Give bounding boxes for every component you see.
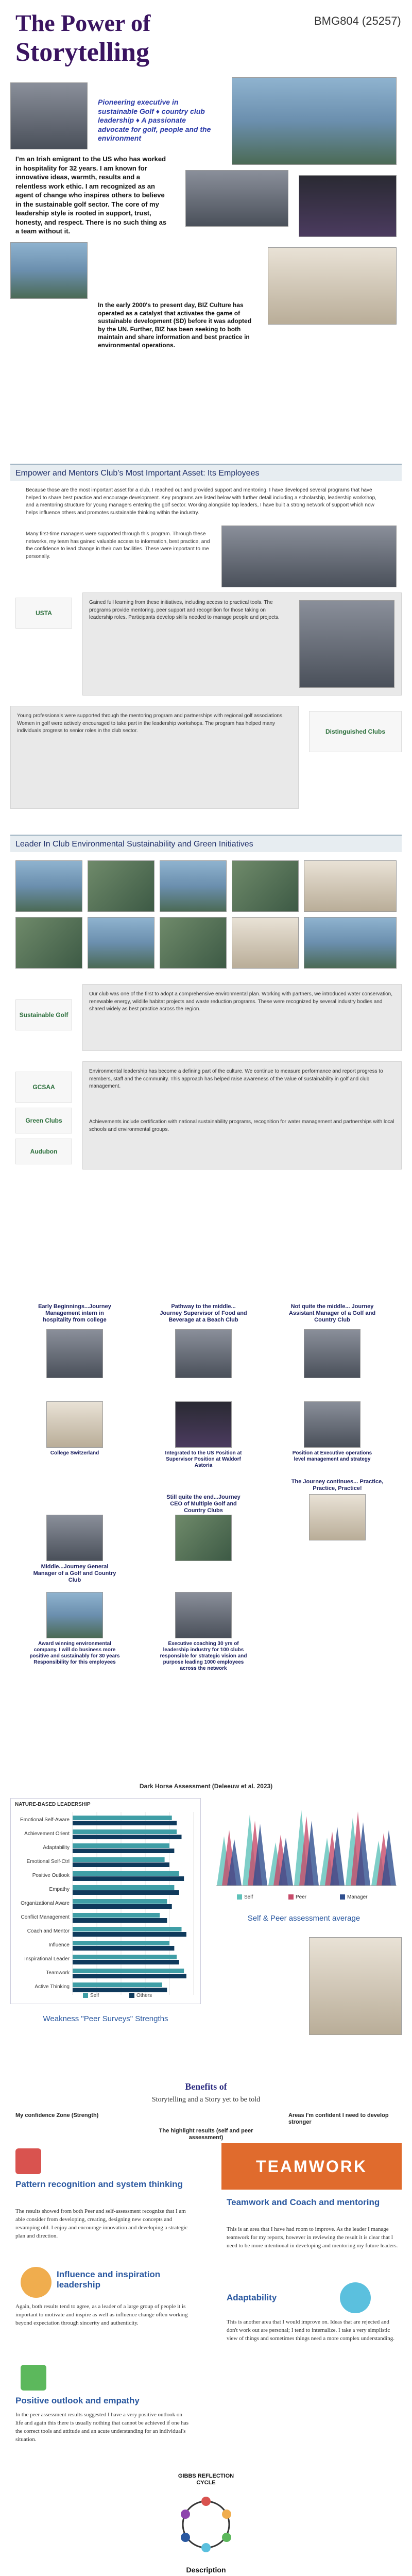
journey-photo-5: [175, 1401, 232, 1448]
env-photo-8: [160, 917, 227, 969]
logo-green-clubs: Green Clubs: [15, 1108, 72, 1133]
section-employees-title: Empower and Mentors Club's Most Important Asset: Its Employees: [15, 469, 260, 478]
sustainability-panel-b-text: Environmental leadership has become a defining part of the culture. We continue to measure performance and report progress to members, staff and the community. This approach has helped raise awareness of the value of sustainability in golf and club management.: [89, 1069, 383, 1089]
bar-self: [73, 1927, 182, 1931]
influence-icon: [21, 2267, 52, 2298]
influence-heading: Influence and inspiration leadership: [57, 2269, 161, 2290]
journey-caption-5: Integrated to the US Position at Supervisor Position at Waldorf Astoria: [165, 1450, 242, 1468]
bar-others: [73, 1876, 184, 1881]
bar-self: [73, 1913, 160, 1918]
bar-others: [73, 1904, 172, 1909]
bar-others: [73, 1974, 186, 1978]
event-photo: [299, 175, 397, 237]
adaptability-text: This is another area that I would improve on. Ideas that are rejected and don't work out are personal; I tend to internalize. I take a very simplistic view of things and sometimes things need a more complex understanding.: [227, 2319, 394, 2342]
journey-photo-9: [175, 1515, 232, 1561]
bar-chart-subtitle: NATURE-BASED LEADERSHIP: [15, 1802, 91, 1807]
bar-category-label: Coach and Mentor: [27, 1928, 70, 1934]
course-code: BMG804 (25257): [314, 14, 401, 27]
journey-caption-9: Still quite the end...Journey CEO of Multiple Golf and Country Clubs: [166, 1494, 241, 1514]
title-line-1: The Power of: [15, 10, 151, 36]
teamwork-text: This is an area that I have had room to improve. As the leader I manage teamwork for my reports, however in reviewing the result it is clear that I need to be more intentional in developing and mentoring my future leaders.: [227, 2226, 398, 2249]
env-photo-3: [160, 860, 227, 912]
bar-self: [73, 1843, 169, 1848]
assessment-chart-title: Dark Horse Assessment (Deleeuw et al. 2023): [139, 1783, 273, 1790]
area-chart-frame: [206, 1803, 402, 1906]
team-photo: [185, 170, 288, 227]
bar-chart-frame: [10, 1798, 201, 2004]
employees-panel-b-text: Young professionals were supported through the mentoring program and partnerships with regional golf associations. Women in golf were actively encouraged to take part in the leadership workshops. The program has helped many individuals progress to senior roles in the club sector.: [17, 713, 284, 734]
env-photo-10: [304, 917, 397, 969]
intro-quote: Pioneering executive in sustainable Golf ♦ country club leadership ♦ A passionate advocate for golf, people and the environment: [98, 98, 211, 142]
develop-areas-caption: Areas I'm confident I need to develop stronger: [288, 2112, 389, 2126]
area-legend-swatch: [237, 1894, 242, 1900]
journey-caption-6: Position at Executive operations level management and strategy: [292, 1450, 372, 1462]
env-photo-6: [15, 917, 82, 969]
journey-photo-3: [304, 1329, 360, 1378]
gibbs-cycle: [170, 2483, 242, 2555]
bar-self: [73, 1899, 167, 1904]
mentoring-photo: [221, 526, 397, 587]
logo-gcsaa: GCSAA: [15, 1072, 72, 1103]
bar-category-label: Empathy: [49, 1887, 70, 1892]
portrait-photo: [10, 82, 88, 149]
bar-others: [73, 1946, 174, 1951]
bar-others: [73, 1849, 174, 1853]
clubhouse-photo: [10, 242, 88, 299]
bar-chart: [11, 1799, 201, 2005]
employees-panel-a: [82, 592, 402, 696]
sustainability-panel-a: [82, 984, 402, 1051]
bar-category-label: Organizational Aware: [21, 1901, 70, 1906]
teamwork-heading: Teamwork and Coach and mentoring: [227, 2197, 380, 2207]
journey-photo-11: [175, 1592, 232, 1638]
bar-self: [73, 1857, 165, 1862]
area-legend-swatch: [288, 1894, 294, 1900]
section-sustainability-heading: [10, 835, 402, 852]
assessment-document-photo: [309, 1937, 402, 2035]
journey-caption-2: Pathway to the middle... Journey Supervisor of Food and Beverage at a Beach Club: [160, 1303, 247, 1324]
bar-others: [73, 1821, 177, 1825]
logo-sustainable-golf: Sustainable Golf: [15, 999, 72, 1030]
bar-others: [73, 1890, 179, 1895]
bar-category-label: Influence: [48, 1942, 70, 1948]
bar-category-label: Conflict Management: [21, 1914, 70, 1920]
journey-photo-1: [46, 1329, 103, 1378]
area-legend-label: Manager: [347, 1894, 368, 1900]
logo-distinguished-clubs: Distinguished Clubs: [309, 711, 402, 752]
teamwork-banner: TEAMWORK: [221, 2143, 402, 2190]
benefits-heading: Benefits of: [185, 2081, 227, 2092]
logo-usta: USTA: [15, 598, 72, 629]
gibbs-title: GIBBS REFLECTION CYCLE: [178, 2473, 234, 2486]
area-legend-label: Self: [244, 1894, 253, 1900]
gibbs-cycle-graphic: [170, 2483, 242, 2555]
pattern-heading: Pattern recognition and system thinking: [15, 2179, 183, 2189]
journey-photo-7: [309, 1494, 366, 1540]
description-title: Description: [186, 2566, 226, 2574]
env-photo-2: [88, 860, 154, 912]
influence-text: Again, both results tend to agree, as a leader of a large group of people it is important to motivate and inspire as well as influence change often working beyond expectation through sincerity and authenticity.: [15, 2303, 188, 2326]
journey-caption-4: College Switzerland: [50, 1450, 99, 1456]
adaptability-icon: [340, 2282, 371, 2313]
bar-legend-label: Self: [90, 1993, 99, 1998]
bar-others: [73, 1988, 167, 1992]
logo-audubon: Audubon: [15, 1139, 72, 1164]
journey-caption-11: Executive coaching 30 yrs of leadership industry for 100 clubs responsible for strategic vision and purpose leading 1000 employees across the network: [160, 1641, 247, 1671]
area-chart: [206, 1803, 402, 1906]
bar-legend-label: Others: [136, 1993, 152, 1998]
area-chart-caption: Self & Peer assessment average: [247, 1914, 360, 1923]
positive-icon: [21, 2365, 46, 2391]
bar-category-label: Emotional Self-Ctrl: [26, 1859, 70, 1865]
bar-legend-swatch: [129, 1993, 134, 1998]
section-employees-paragraph-2: Many first-time managers were supported through this program. Through these networks, my team has gained valuable access to information, best practice, and the confidence to lead change in their own facilities. These were important to me personally.: [26, 531, 210, 560]
golf-course-photo: [232, 77, 397, 165]
bar-category-label: Achievement Orient: [24, 1831, 70, 1837]
bar-others: [73, 1835, 182, 1839]
award-photo: [268, 247, 397, 325]
journey-photo-8: [46, 1515, 103, 1561]
bar-chart-caption: Weakness "Peer Surveys" Strengths: [43, 2014, 168, 2023]
bar-category-label: Active Thinking: [35, 1984, 70, 1990]
bar-category-label: Adaptability: [43, 1845, 70, 1851]
positive-heading: Positive outlook and empathy: [15, 2396, 140, 2405]
highlight-results-caption: The highlight results (self and peer assessment): [159, 2128, 253, 2141]
bar-category-label: Positive Outlook: [32, 1873, 70, 1878]
journey-caption-7: The Journey continues... Practice, Practice, Practice!: [291, 1479, 384, 1492]
pattern-text: The results showed from both Peer and self-assessment recognize that I am able consider from developing, creating, designing new concepts and revamping old. I enjoy and encourage innovation and developing a strategic plan and direction.: [15, 2208, 188, 2239]
bar-others: [73, 1960, 179, 1964]
bar-self: [73, 1816, 172, 1820]
bar-legend-swatch: [83, 1993, 88, 1998]
intro-text: I'm an Irish emigrant to the US who has worked in hospitality for 32 years. I am known for innovative ideas, warmth, results and a relentless work ethic. I am recognized as an agent of change who inspires others to believe in the sustainable golf sector. The core of my leadership style is rooted in support, trust, honesty, and respect. There is no such thing as a team without it.: [15, 155, 167, 235]
bar-self: [73, 1871, 179, 1876]
title-line-2: Storytelling: [15, 38, 149, 67]
bar-self: [73, 1941, 169, 1945]
section-employees-heading: [10, 464, 402, 481]
confidence-zone-caption: My confidence Zone (Strength): [15, 2112, 99, 2119]
positive-text: In the peer assessment results suggested I have a very positive outlook on life and again this there is usually nothing that cannot be achieved if one has the correct tools and attitude and an acute understanding for an individual's situation.: [15, 2412, 189, 2443]
adaptability-heading: Adaptability: [227, 2293, 277, 2302]
employees-panel-b: [10, 706, 299, 809]
env-photo-5: [304, 860, 397, 912]
intro-text-2: In the early 2000's to present day, BIZ Culture has operated as a catalyst that activates the game of sustainable development (SD) before it was adopted by the UN. Further, BIZ has been seeking to both maintain and share information and best practice in environmental operations.: [98, 301, 252, 349]
workshop-photo: [299, 600, 394, 688]
bar-others: [73, 1932, 186, 1937]
env-photo-1: [15, 860, 82, 912]
benefits-subheading: Storytelling and a Story yet to be told: [151, 2096, 261, 2104]
bar-self: [73, 1885, 174, 1890]
bar-others: [73, 1918, 167, 1923]
area-legend-label: Peer: [296, 1894, 307, 1900]
bar-category-label: Inspirational Leader: [24, 1956, 70, 1962]
bar-others: [73, 1862, 169, 1867]
journey-photo-10: [46, 1592, 103, 1638]
journey-caption-8: Middle...Journey General Manager of a Golf and Country Club: [33, 1564, 116, 1584]
bar-category-label: Teamwork: [46, 1970, 70, 1976]
journey-caption-1: Early Beginnings...Journey Management intern in hospitality from college: [38, 1303, 111, 1324]
bar-self: [73, 1969, 184, 1973]
journey-caption-3: Not quite the middle... Journey Assistant Manager of a Golf and Country Club: [288, 1303, 376, 1324]
env-photo-4: [232, 860, 299, 912]
bar-self: [73, 1829, 177, 1834]
sustainability-panel-b: [82, 1061, 402, 1170]
journey-photo-6: [304, 1401, 360, 1448]
employees-panel-a-text: Gained full learning from these initiatives, including access to practical tools. The programs provide mentoring, peer support and recognition for those taking on leadership roles. Participants develop skills needed to manage people and projects.: [89, 600, 280, 620]
area-legend-swatch: [340, 1894, 345, 1900]
journey-caption-10: Award winning environmental company. I will do business more positive and sustainably for 30 years Responsibility for this employees: [29, 1641, 120, 1665]
section-employees-paragraph: Because those are the most important asset for a club, I reached out and provided support and mentoring. I have developed several programs that have helped to share best practice and encourage development. Key programs are listed below with further detail including a scholarship, leadership workshop, and a mentoring structure for young managers entering the golf sector. Working alongside top leaders, I have built a strong network of support which now helps influence others and promotes sustainable thinking within the industry.: [26, 487, 376, 516]
section-sustainability-title: Leader In Club Environmental Sustainability and Green Initiatives: [15, 840, 253, 849]
env-photo-7: [88, 917, 154, 969]
journey-photo-2: [175, 1329, 232, 1378]
env-photo-9: [232, 917, 299, 969]
bar-self: [73, 1982, 162, 1987]
journey-photo-4: [46, 1401, 103, 1448]
bar-self: [73, 1955, 177, 1959]
sustainability-panel-a-text: Our club was one of the first to adopt a comprehensive environmental plan. Working with partners, we introduced water conservation, renewable energy, wildlife habitat projects and waste reduction programs. These were recognized by several industry bodies and shared widely as best practice across the region.: [89, 991, 393, 1012]
sustainability-panel-b-text-2: Achievements include certification with national sustainability programs, recognition for water management and partnerships with local schools and environmental groups.: [89, 1119, 394, 1132]
bar-category-label: Emotional Self-Aware: [20, 1817, 70, 1823]
pattern-icon: [15, 2148, 41, 2174]
